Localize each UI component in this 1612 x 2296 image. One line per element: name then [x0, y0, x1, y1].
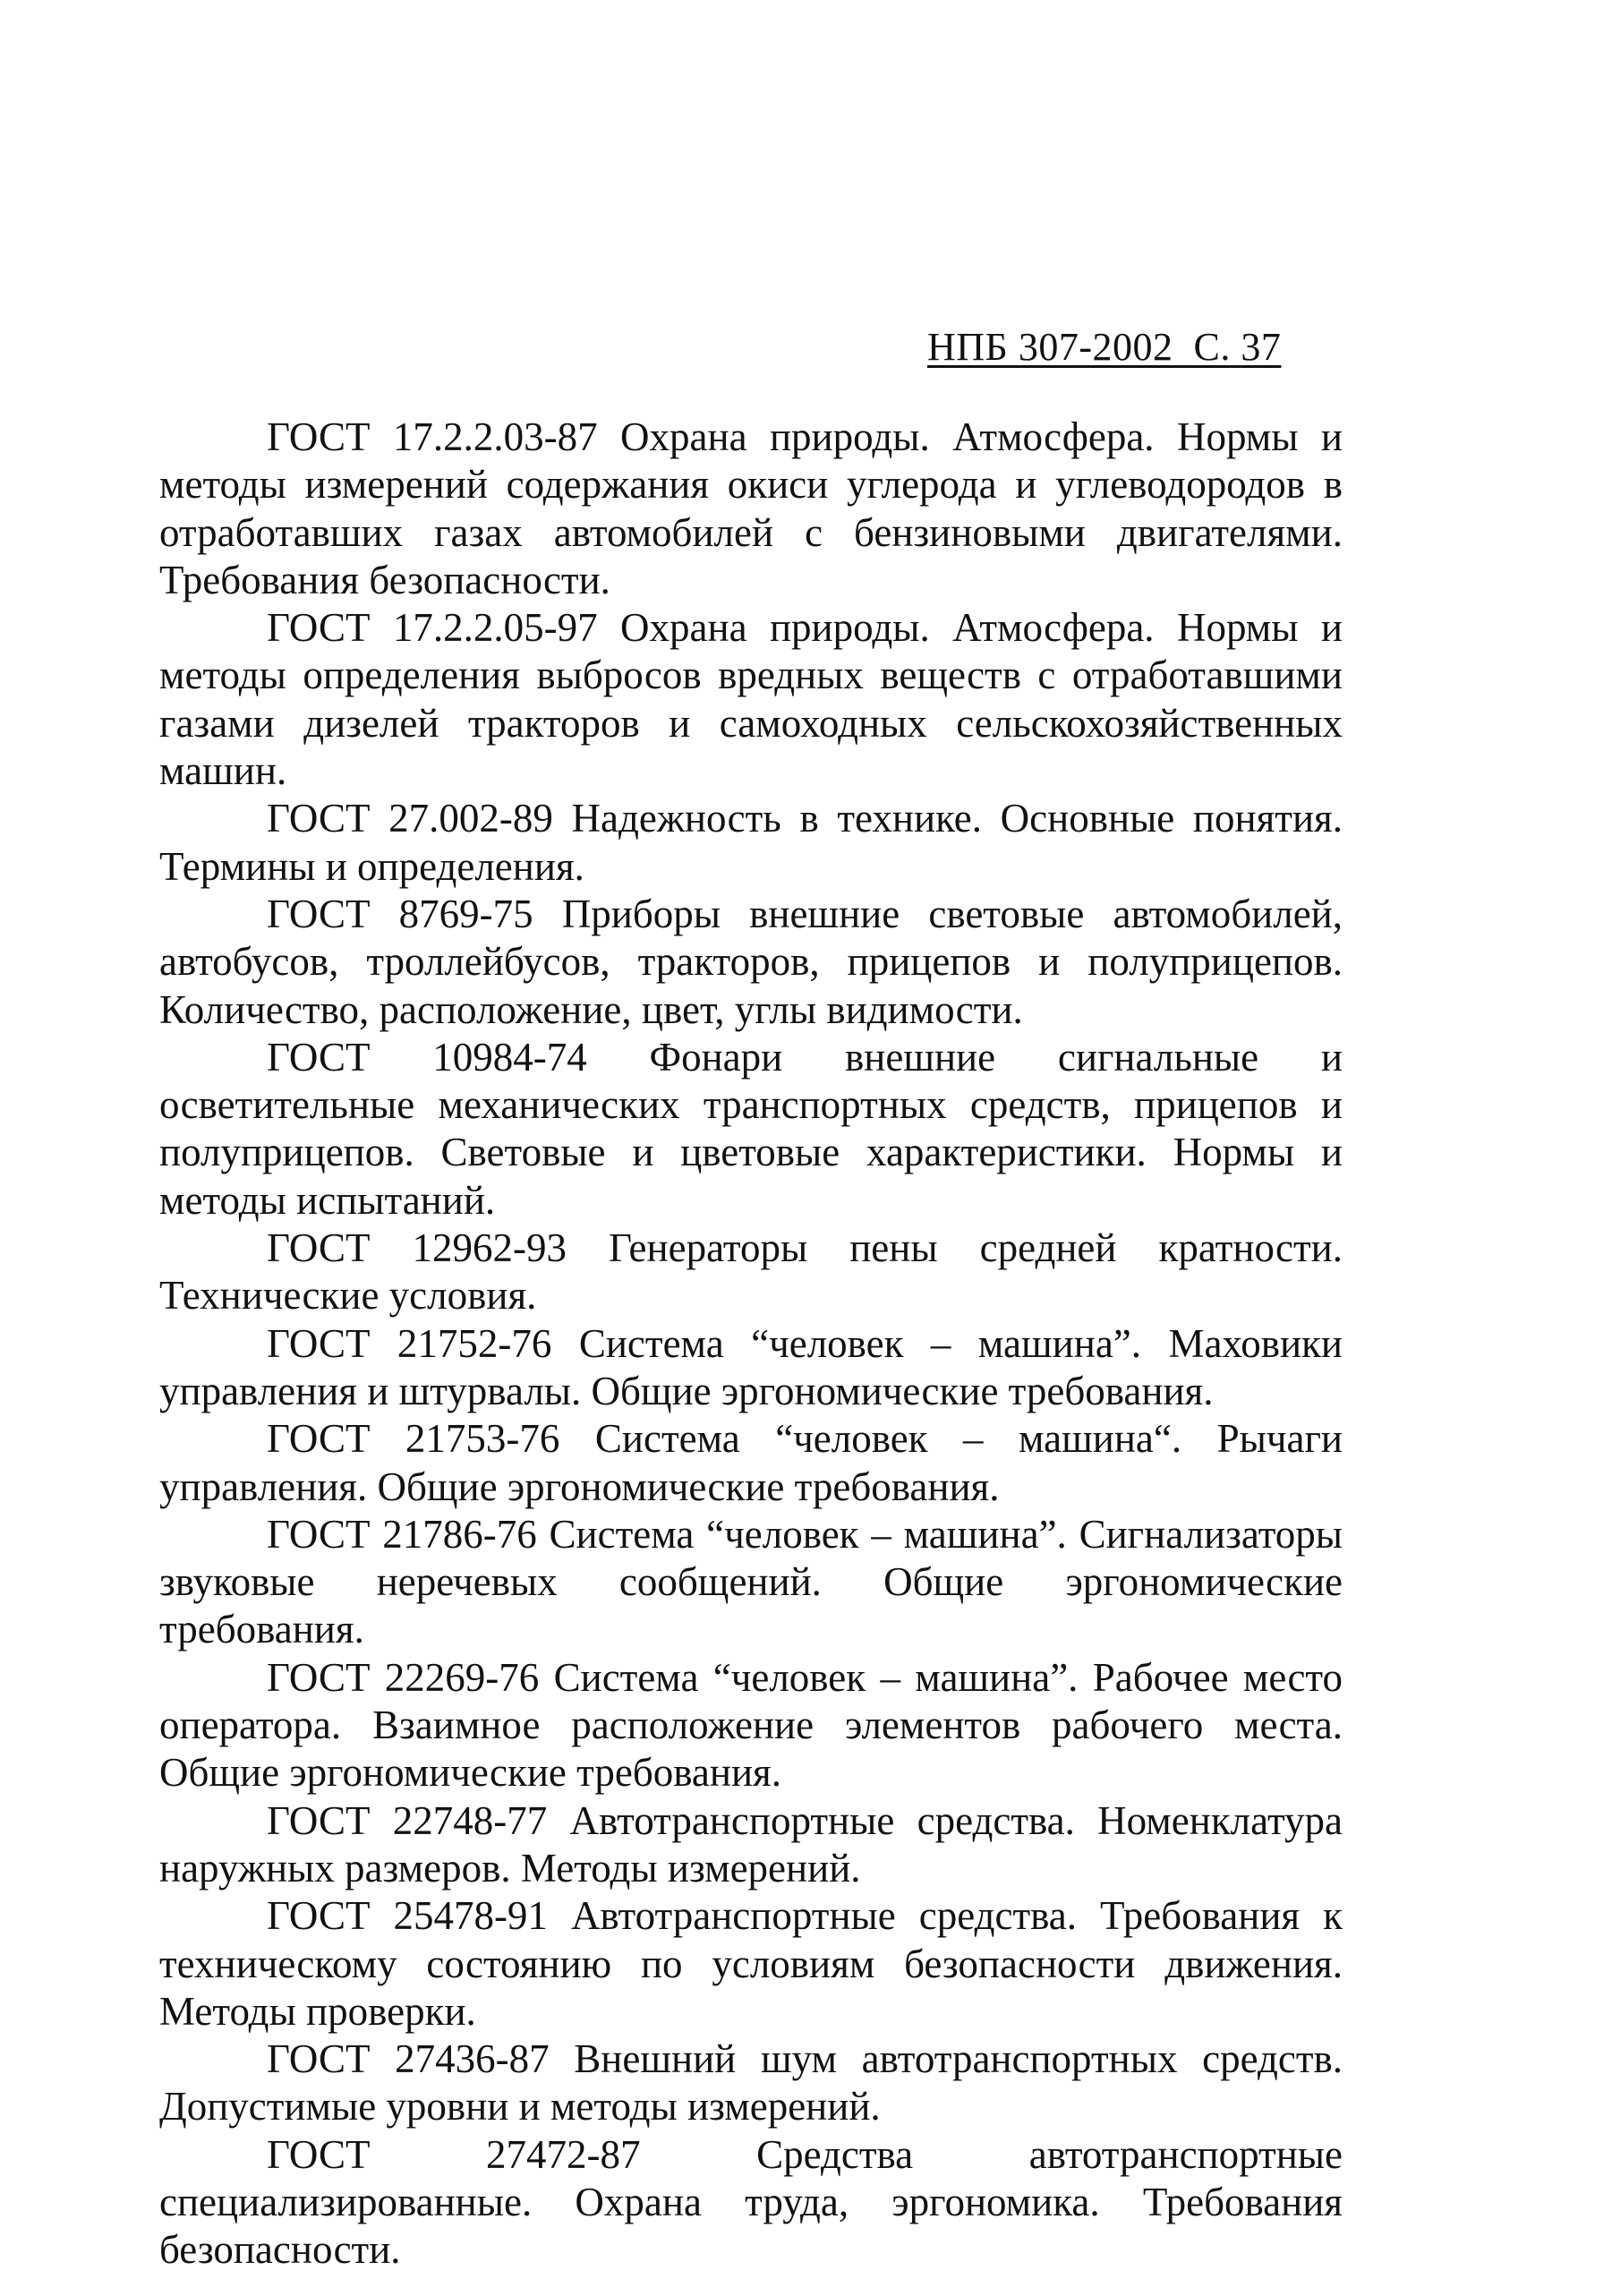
standard-title: Система “человек – машина”. Сигнализаторы звуковые неречевых сообщений. Общие эргономические требования.: [159, 1511, 1343, 1652]
standard-entry: [159, 2036, 1343, 2131]
standard-code: ГОСТ 12962-93: [267, 1225, 567, 1271]
standard-title: Охрана природы. Атмосфера. Нормы и методы определения выбросов вредных веществ с отработавшими газами дизелей тракторов и самоходных сельскохозяйственных машин.: [159, 605, 1343, 794]
standard-title: Система “человек – машина”. Рабочее место оператора. Взаимное расположение элементов рабочего места. Общие эргономические требования.: [159, 1654, 1343, 1796]
standard-title: Фонари внешние сигнальные и осветительные механических транспортных средств, прицепов и полуприцепов. Световые и цветовые характеристики. Нормы и методы испытаний.: [159, 1034, 1343, 1223]
standard-title: Генераторы пены средней кратности. Технические условия.: [159, 1225, 1343, 1319]
standard-entry: [159, 604, 1343, 795]
standard-entry: [159, 1225, 1343, 1320]
standard-title: Надежность в технике. Основные понятия. Термины и определения.: [159, 796, 1343, 889]
standard-code: ГОСТ 8769-75: [267, 891, 533, 936]
standard-entry: [159, 1415, 1343, 1511]
page-label: С.: [1193, 325, 1231, 369]
standard-entry: [159, 1320, 1343, 1416]
standard-code: ГОСТ 21786-76: [267, 1511, 537, 1557]
standard-title: Автотранспортные средства. Номенклатура наружных размеров. Методы измерений.: [159, 1797, 1343, 1891]
standard-code: ГОСТ 21753-76: [267, 1416, 560, 1462]
standard-entry: [159, 414, 1343, 604]
page-number: 37: [1241, 325, 1282, 369]
document-code: НПБ 307-2002: [927, 325, 1173, 369]
standard-entry: [159, 1892, 1343, 2036]
standard-code: ГОСТ 17.2.2.03-87: [267, 414, 598, 459]
standard-entry: [159, 795, 1343, 891]
standard-entry: [159, 1797, 1343, 1893]
standards-list: [159, 414, 1343, 2275]
standard-title: Автотранспортные средства. Требования к техническому состоянию по условиям безопасности движения. Методы проверки.: [159, 1893, 1343, 2034]
standard-entry: [159, 1034, 1343, 1225]
standard-title: Средства автотранспортные специализированные. Охрана труда, эргономика. Требования безопасности.: [159, 2131, 1343, 2273]
standard-entry: [159, 1511, 1343, 1654]
standard-code: ГОСТ 25478-91: [267, 1893, 548, 1939]
standard-code: ГОСТ 10984-74: [267, 1034, 587, 1080]
standard-title: Система “человек – машина”. Маховики управления и штурвалы. Общие эргономические требования.: [159, 1320, 1343, 1413]
standard-entry: [159, 2131, 1343, 2275]
standard-code: ГОСТ 17.2.2.05-97: [267, 605, 598, 651]
standard-code: ГОСТ 21752-76: [267, 1320, 552, 1366]
standard-title: Система “человек – машина“. Рычаги управления. Общие эргономические требования.: [159, 1416, 1343, 1509]
page-header: [927, 324, 1281, 370]
standard-code: ГОСТ 22269-76: [267, 1654, 540, 1700]
standard-title: Приборы внешние световые автомобилей, автобусов, троллейбусов, тракторов, прицепов и полуприцепов. Количество, расположение, цвет, углы видимости.: [159, 891, 1343, 1032]
standard-entry: [159, 1654, 1343, 1797]
standard-code: ГОСТ 27436-87: [267, 2036, 550, 2082]
standard-code: ГОСТ 27.002-89: [267, 796, 553, 841]
standard-title: Охрана природы. Атмосфера. Нормы и методы измерений содержания окиси углерода и углеводородов в отработавших газах автомобилей с бензиновыми двигателями. Требования безопасности.: [159, 414, 1343, 602]
standard-title: Внешний шум автотранспортных средств. Допустимые уровни и методы измерений.: [159, 2036, 1343, 2130]
standard-code: ГОСТ 27472-87: [267, 2131, 641, 2177]
standard-entry: [159, 891, 1343, 1034]
standard-code: ГОСТ 22748-77: [267, 1797, 548, 1843]
